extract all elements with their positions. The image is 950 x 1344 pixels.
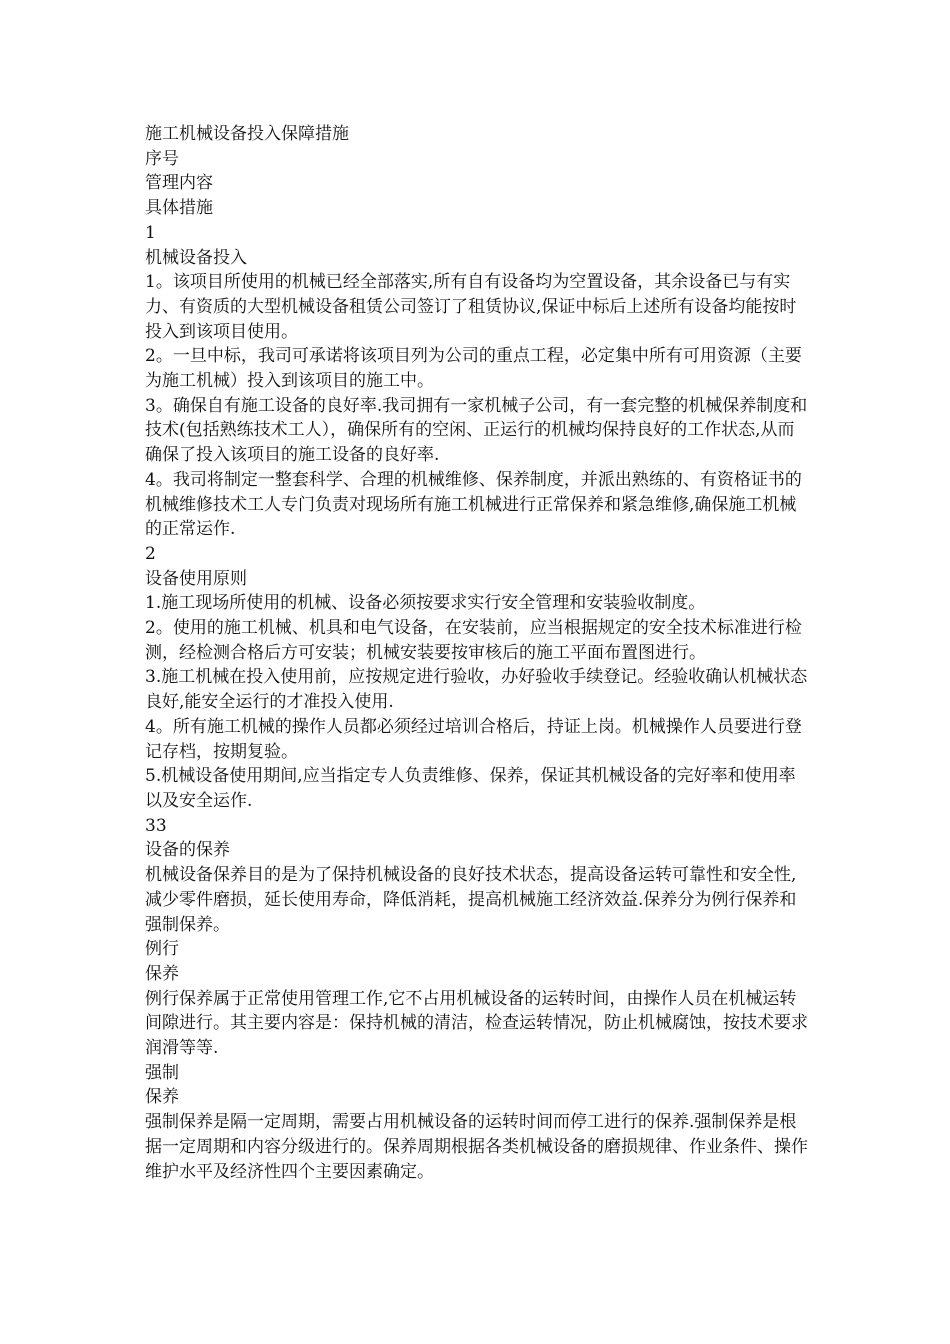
sub-item-label: 例行 — [145, 939, 179, 960]
sub-item-text: 强制保养是隔一定周期，需要占用机械设备的运转时间而停工进行的保养.强制保养是根据一定周期和内容分级进行的。保养周期根据各类机械设备的磨损规律、作业条件、操作维护水平及经济性四个主要因素确定。 — [145, 1112, 808, 1182]
section-paragraph: 1.施工现场所使用的机械、设备必须按要求实行安全管理和安装验收制度。 — [145, 593, 706, 614]
sub-item-label: 保养 — [145, 1087, 179, 1108]
section-topic: 机械设备投入 — [145, 247, 247, 268]
sub-item-label: 保养 — [145, 963, 179, 984]
section-paragraph: 3.施工机械在投入使用前，应按规定进行验收，办好验收手续登记。经验收确认机械状态良好,能安全运行的才准投入使用. — [145, 667, 808, 713]
section-paragraph: 2。一旦中标，我司可承诺将该项目列为公司的重点工程，必定集中所有可用资源（主要为施工机械）投入到该项目的施工中。 — [145, 346, 802, 392]
document-body — [145, 122, 810, 1184]
section-topic: 设备使用原则 — [145, 568, 247, 589]
section-number: 2 — [145, 543, 156, 564]
section-paragraph: 4。我司将制定一整套科学、合理的机械维修、保养制度，并派出熟练的、有资格证书的机械维修技术工人专门负责对现场所有施工机械进行正常保养和紧急维修,确保施工机械的正常运作. — [145, 469, 802, 540]
sub-item-text: 例行保养属于正常使用管理工作,它不占用机械设备的运转时间，由操作人员在机械运转间隙进行。其主要内容是：保持机械的清洁，检查运转情况，防止机械腐蚀，按技术要求润滑等等. — [145, 988, 808, 1059]
section-paragraph: 3。确保自有施工设备的良好率.我司拥有一家机械子公司，有一套完整的机械保养制度和技术(包括熟练技术工人），确保所有的空闲、正运行的机械均保持良好的工作状态,从而确保了投入该项目的施工设备的良好率. — [145, 395, 808, 466]
section-paragraph: 机械设备保养目的是为了保持机械设备的良好技术状态，提高设备运转可靠性和安全性,减少零件磨损，延长使用寿命，降低消耗，提高机械施工经济效益.保养分为例行保养和强制保养。 — [145, 865, 797, 935]
header-col-measures: 具体措施 — [145, 198, 213, 219]
section-topic: 设备的保养 — [145, 840, 230, 861]
section-number: 33 — [145, 815, 167, 836]
section-paragraph: 5.机械设备使用期间,应当指定专人负责维修、保养，保证其机械设备的完好率和使用率以及安全运作. — [145, 766, 796, 811]
section-paragraph: 4。所有施工机械的操作人员都必须经过培训合格后，持证上岗。机械操作人员要进行登记存档，按期复验。 — [145, 716, 802, 762]
section-number: 1 — [145, 222, 156, 243]
header-col-content: 管理内容 — [145, 173, 213, 194]
section-paragraph: 1。该项目所使用的机械已经全部落实,所有自有设备均为空置设备，其余设备已与有实力、有资质的大型机械设备租赁公司签订了租赁协议,保证中标后上述所有设备均能按时投入到该项目使用。 — [145, 272, 797, 342]
section-paragraph: 2。使用的施工机械、机具和电气设备，在安装前，应当根据规定的安全技术标准进行检测，经检测合格后方可安装；机械安装要按审核后的施工平面布置图进行。 — [145, 618, 802, 663]
sub-item-label: 强制 — [145, 1062, 179, 1083]
header-col-number: 序号 — [145, 148, 179, 169]
document-title: 施工机械设备投入保障措施 — [145, 124, 349, 144]
